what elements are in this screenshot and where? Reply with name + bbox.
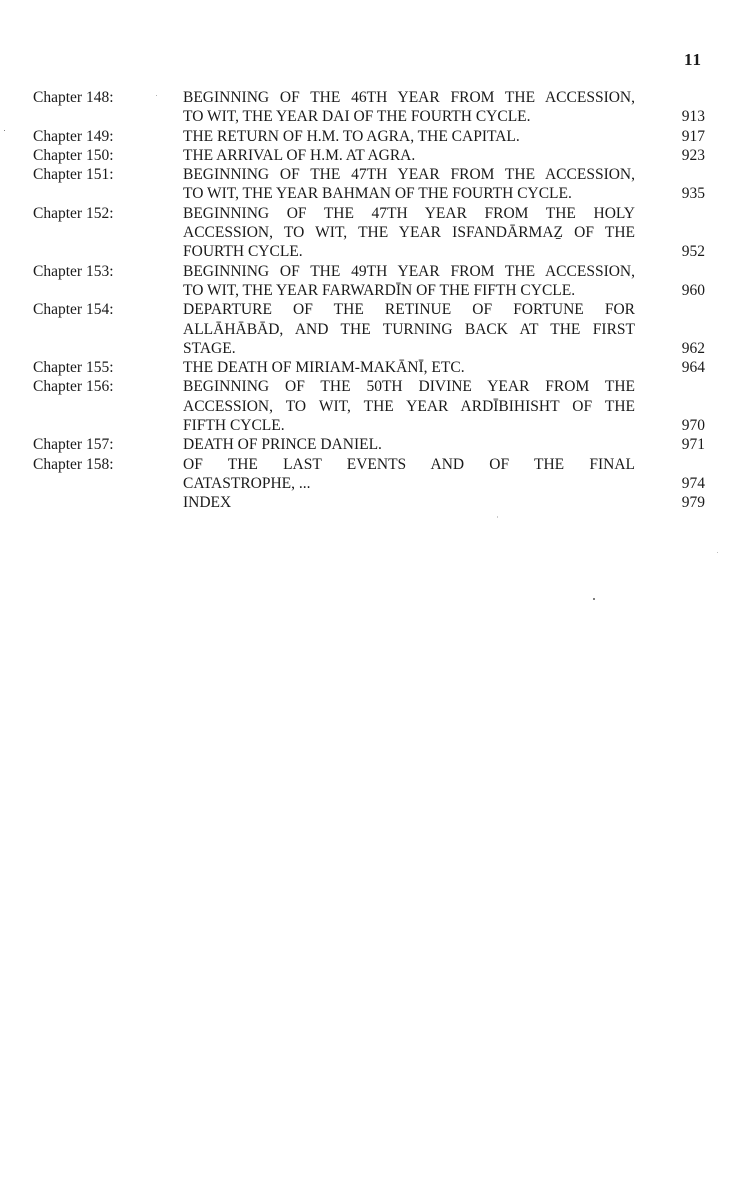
chapter-title [183,88,635,127]
page-reference: 974 [681,474,705,492]
chapter-title-line: TO WIT, THE YEAR FARWARDĪN OF THE FIFTH CYCLE. [183,281,576,299]
chapter-title [183,358,635,377]
chapter-title-line: BEGINNING OF THE 50TH DIVINE YEAR FROM THE [183,378,635,396]
chapter-title [183,377,635,435]
chapter-title-line: ACCESSION, TO WIT, THE YEAR ARDĪBIHISHT OF THE [183,397,635,415]
table-of-contents [33,88,705,513]
chapter-title [183,127,635,146]
toc-entry [33,455,705,494]
chapter-label: Chapter 156: [33,378,114,396]
toc-entry [33,88,705,127]
scan-speck [497,516,498,518]
chapter-label: Chapter 150: [33,146,114,164]
chapter-label: Chapter 155: [33,359,114,377]
toc-entry [33,358,705,377]
page-reference: 970 [681,417,705,435]
chapter-label: Chapter 149: [33,127,114,145]
toc-entry [33,165,705,204]
chapter-title [183,146,635,165]
chapter-label: Chapter 151: [33,166,114,184]
chapter-title-line: FOURTH CYCLE. [183,243,303,261]
chapter-title [183,165,635,204]
chapter-title [183,435,635,454]
chapter-title [183,493,635,512]
scan-speck [156,95,157,96]
toc-entry [33,435,705,454]
page-reference: 964 [681,359,705,377]
page-reference: 917 [681,127,705,145]
chapter-label: Chapter 148: [33,89,114,106]
chapter-title-line: THE ARRIVAL OF H.M. AT AGRA. [183,146,416,164]
toc-entry [33,493,705,512]
chapter-title [183,300,635,358]
page-reference: 971 [681,436,705,454]
chapter-label: Chapter 154: [33,301,114,319]
page-reference: 923 [681,146,705,164]
toc-entry [33,127,705,146]
page-reference: 935 [681,185,705,203]
chapter-title-line: BEGINNING OF THE 47TH YEAR FROM THE HOLY [183,204,635,222]
chapter-title-line: THE DEATH OF MIRIAM-MAKĀNĪ, ETC. [183,359,465,377]
page-number: 11 [684,50,703,69]
chapter-label: Chapter 157: [33,436,114,454]
chapter-title-line: TO WIT, THE YEAR BAHMAN OF THE FOURTH CYCLE. [183,185,572,203]
page-reference: 960 [681,281,705,299]
chapter-title-line: ALLĀHĀBĀD, AND THE TURNING BACK AT THE FIRST [183,320,635,338]
chapter-title-line: DEPARTURE OF THE RETINUE OF FORTUNE FOR [183,301,635,319]
chapter-title-line: STAGE. [183,339,236,357]
chapter-label: Chapter 158: [33,455,114,473]
page-reference: 913 [681,108,705,126]
chapter-title-line: TO WIT, THE YEAR DAI OF THE FOURTH CYCLE. [183,108,531,126]
page-reference: 979 [681,494,705,512]
chapter-title-line: ACCESSION, TO WIT, THE YEAR ISFANDĀRMAẔ OF THE [183,224,635,242]
toc-entry [33,377,705,435]
chapter-title-line: BEGINNING OF THE 46TH YEAR FROM THE ACCESSION, [183,89,635,106]
chapter-label: Chapter 152: [33,204,114,222]
chapter-title-line: DEATH OF PRINCE DANIEL. [183,436,382,454]
chapter-title [183,204,635,262]
chapter-title-line: BEGINNING OF THE 49TH YEAR FROM THE ACCESSION, [183,262,635,280]
chapter-title [183,262,635,301]
chapter-title-line: OF THE LAST EVENTS AND OF THE FINAL [183,455,635,473]
page-reference: 952 [681,243,705,261]
chapter-title-line: INDEX [183,494,232,512]
toc-entry [33,262,705,301]
chapter-title-line: FIFTH CYCLE. [183,417,285,435]
chapter-title-line: THE RETURN OF H.M. TO AGRA, THE CAPITAL. [183,127,520,145]
chapter-label: Chapter 153: [33,262,114,280]
scan-speck [4,130,5,131]
chapter-title-line: CATASTROPHE, ... [183,474,311,492]
toc-entry [33,300,705,358]
page-reference: 962 [681,339,705,357]
chapter-title [183,455,635,494]
toc-entry [33,146,705,165]
chapter-title-line: BEGINNING OF THE 47TH YEAR FROM THE ACCESSION, [183,166,635,184]
scan-speck [717,552,718,553]
scan-speck [593,598,595,600]
toc-entry [33,204,705,262]
